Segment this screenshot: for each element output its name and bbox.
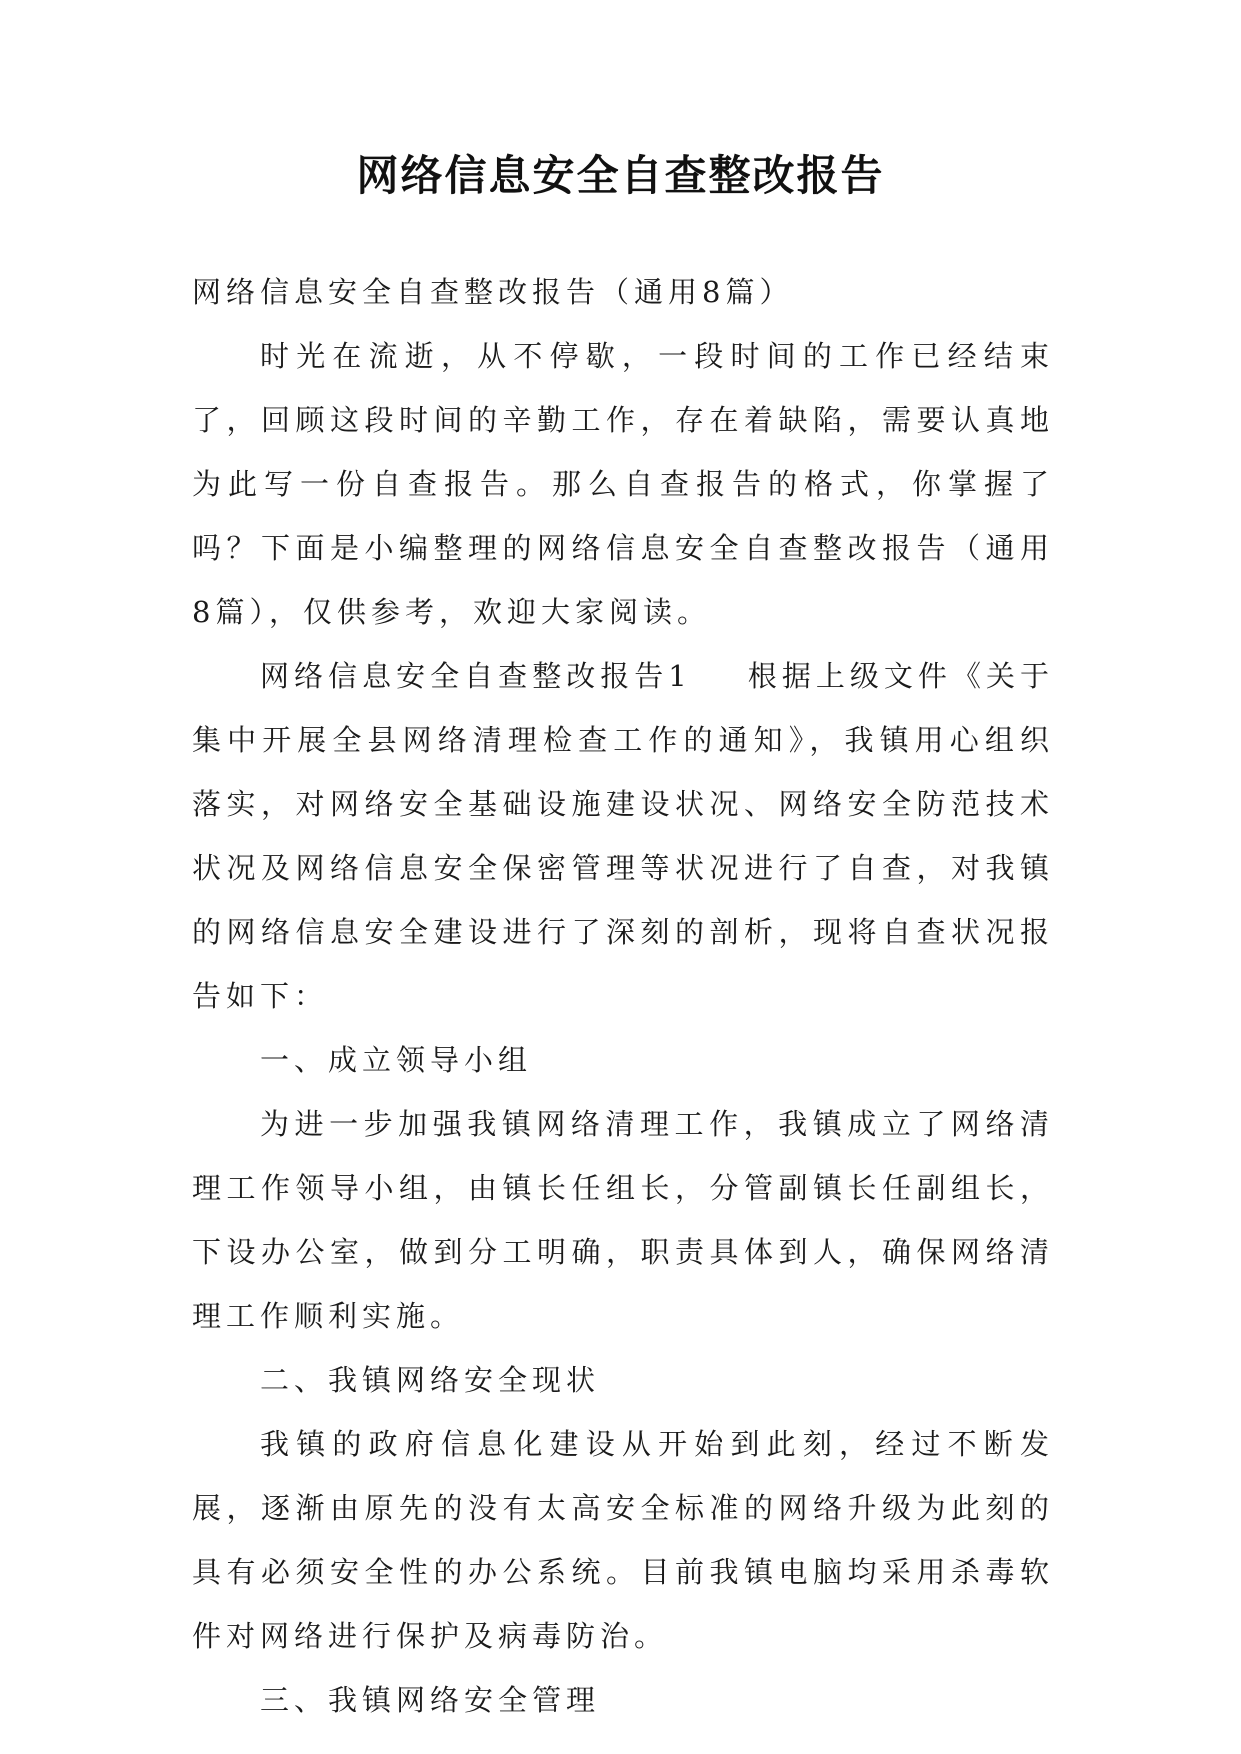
section-1-paragraph: 为进一步加强我镇网络清理工作，我镇成立了网络清理工作领导小组，由镇长任组长，分管副镇长任副组长，下设办公室，做到分工明确，职责具体到人，确保网络清理工作顺利实施。 — [192, 1107, 1054, 1333]
document-subtitle: 网络信息安全自查整改报告（通用8篇） — [192, 275, 794, 309]
report-1-heading: 网络信息安全自查整改报告1 — [260, 659, 692, 693]
report-1-paragraph — [192, 644, 1054, 1028]
section-3-heading: 三、我镇网络安全管理 — [260, 1683, 601, 1717]
intro-paragraph: 时光在流逝，从不停歇，一段时间的工作已经结束了，回顾这段时间的辛勤工作，存在着缺陷，需要认真地为此写一份自查报告。那么自查报告的格式，你掌握了吗？下面是小编整理的网络信息安全自查整改报告（通用8篇），仅供参考，欢迎大家阅读。 — [192, 339, 1054, 629]
section-2-heading: 二、我镇网络安全现状 — [260, 1363, 601, 1397]
document-title: 网络信息安全自查整改报告 — [356, 151, 885, 200]
section-2-paragraph: 我镇的政府信息化建设从开始到此刻，经过不断发展，逐渐由原先的没有太高安全标准的网络升级为此刻的具有必须安全性的办公系统。目前我镇电脑均采用杀毒软件对网络进行保护及病毒防治。 — [192, 1427, 1054, 1653]
document-body — [192, 260, 1054, 1732]
section-1-heading: 一、成立领导小组 — [260, 1043, 533, 1077]
report-1-text: 根据上级文件《关于集中开展全县网络清理检查工作的通知》，我镇用心组织落实，对网络安全基础设施建设状况、网络安全防范技术状况及网络信息安全保密管理等状况进行了自查，对我镇的网络信息安全建设进行了深刻的剖析，现将自查状况报告如下： — [192, 659, 1054, 1013]
